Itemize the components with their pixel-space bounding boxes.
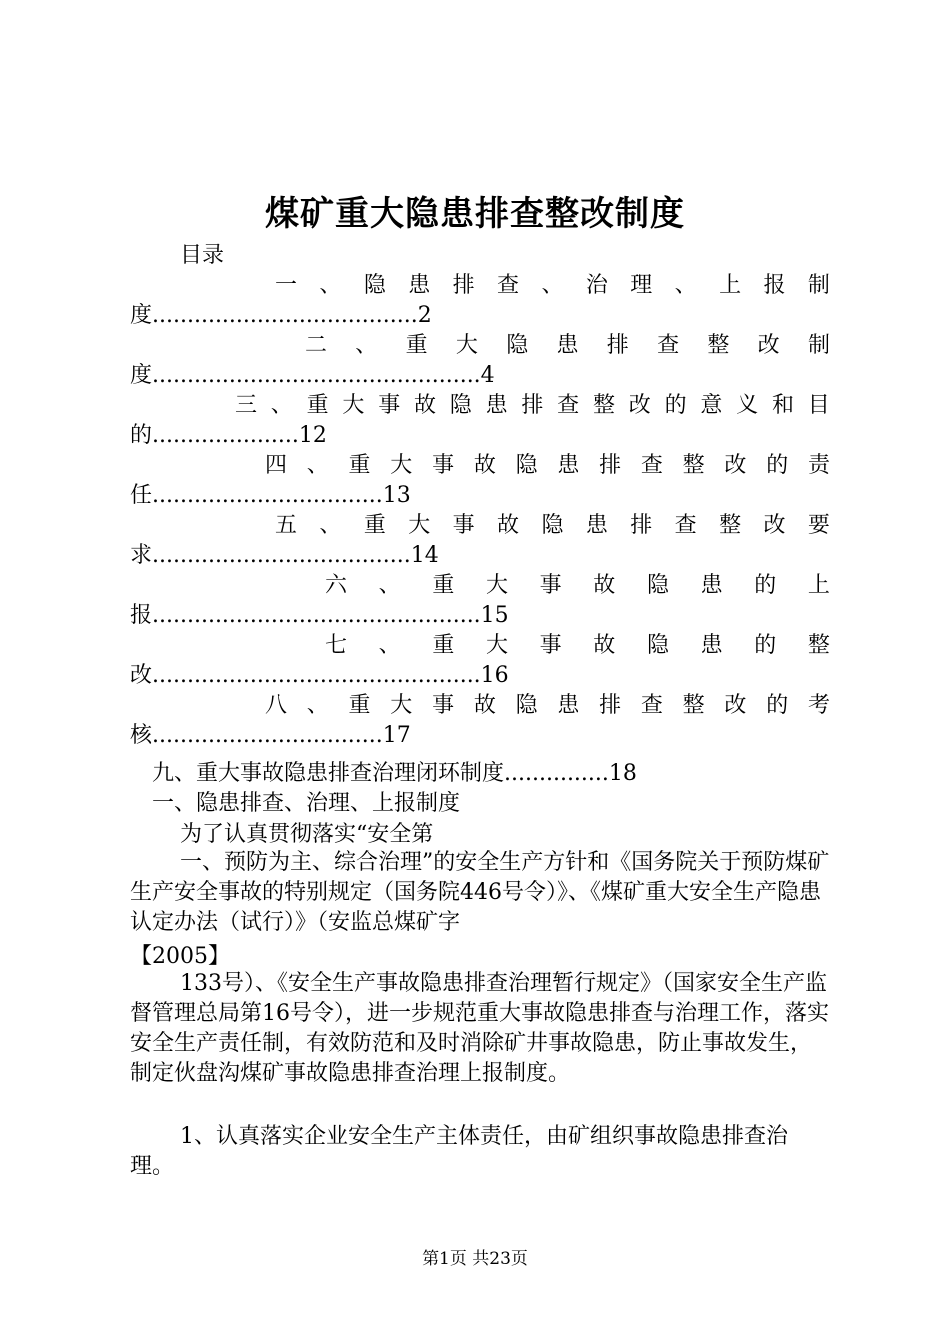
toc-char: 、 (319, 273, 342, 298)
toc-char: 重 (432, 573, 455, 598)
toc-char: 、 (319, 513, 342, 538)
toc-entry-8-page: 核.................................17 (130, 723, 411, 748)
toc-char: 制 (807, 333, 830, 358)
toc-char: 事 (452, 513, 475, 538)
toc-char: 查 (557, 393, 580, 418)
toc-char: 患 (700, 573, 723, 598)
toc-char: 隐 (646, 573, 669, 598)
toc-char: 查 (674, 513, 697, 538)
paragraph: 133号）、《安全生产事故隐患排查治理暂行规定》（国家安全生产监督管理总局第16号令），进一步规范重大事故隐患排查与治理工作，落实安全生产责任制，有效防范和及时消除矿井事故隐患，防止事故发生，制定伙盘沟煤矿事故隐患排查治理上报制度。 (130, 971, 829, 1086)
toc-char: 重 (348, 453, 371, 478)
toc-char: 上 (807, 573, 830, 598)
page-footer: 第1页 共23页 (422, 1249, 528, 1269)
toc-char: 隐 (515, 693, 538, 718)
toc-char: 、 (355, 333, 378, 358)
toc-entry-3-heading (235, 388, 830, 419)
toc-char: 重 (405, 333, 428, 358)
toc-char: 患 (556, 333, 579, 358)
toc-entry-7-page: 改...............................................16 (130, 663, 509, 688)
toc-char: 三 (235, 393, 258, 418)
toc-entry-1-page: 度......................................2 (130, 303, 432, 328)
toc-char: 的 (754, 633, 777, 658)
toc-char: 考 (807, 693, 830, 718)
toc-entry-5-page: 求.....................................14 (130, 543, 439, 568)
toc-char: 治 (585, 273, 608, 298)
toc-char: 患 (700, 633, 723, 658)
toc-char: 的 (766, 693, 789, 718)
toc-char: 排 (452, 273, 475, 298)
paragraph-end: 【2005】 (130, 944, 230, 969)
toc-char: 、 (306, 453, 329, 478)
toc-char: 查 (640, 453, 663, 478)
toc-char: 、 (378, 633, 401, 658)
toc-char: 事 (432, 693, 455, 718)
toc-char: 大 (455, 333, 478, 358)
toc-char: 大 (390, 693, 413, 718)
toc-char: 整 (682, 693, 705, 718)
toc-char: 患 (408, 273, 431, 298)
toc-char: 改 (628, 393, 651, 418)
toc-entry-4-page: 任.................................13 (130, 483, 411, 508)
toc-entry-5-heading (275, 508, 830, 539)
toc-char: 五 (275, 513, 298, 538)
document-title: 煤矿重大隐患排查整改制度 (265, 194, 685, 234)
toc-char: 制 (807, 273, 830, 298)
toc-entry-2-heading (305, 328, 830, 359)
toc-entry-7-heading (325, 628, 830, 659)
toc-char: 隐 (506, 333, 529, 358)
toc-char: 重 (348, 693, 371, 718)
toc-label: 目录 (180, 243, 225, 268)
toc-entry-8-heading (265, 688, 830, 719)
toc-char: 排 (599, 453, 622, 478)
toc-char: 四 (265, 453, 288, 478)
toc-char: 要 (807, 513, 830, 538)
toc-char: 查 (657, 333, 680, 358)
toc-char: 查 (640, 693, 663, 718)
toc-char: 事 (539, 633, 562, 658)
toc-char: 查 (497, 273, 520, 298)
toc-char: 隐 (515, 453, 538, 478)
toc-char: 整 (707, 333, 730, 358)
toc-char: 重 (363, 513, 386, 538)
toc-char: 责 (807, 453, 830, 478)
toc-char: 目 (807, 393, 830, 418)
toc-char: 排 (630, 513, 653, 538)
toc-char: 、 (270, 393, 293, 418)
toc-char: 六 (325, 573, 348, 598)
toc-entry-4-heading (265, 448, 830, 479)
toc-char: 故 (593, 573, 616, 598)
toc-char: 重 (306, 393, 329, 418)
toc-char: 报 (763, 273, 786, 298)
toc-char: 的 (664, 393, 687, 418)
toc-char: 意 (700, 393, 723, 418)
toc-char: 上 (719, 273, 742, 298)
toc-char: 、 (541, 273, 564, 298)
toc-char: 大 (408, 513, 431, 538)
toc-entry-1-heading (275, 268, 830, 299)
toc-char: 患 (557, 453, 580, 478)
toc-char: 改 (724, 453, 747, 478)
toc-char: 、 (674, 273, 697, 298)
toc-char: 大 (342, 393, 365, 418)
toc-char: 整 (719, 513, 742, 538)
toc-entry-6-page: 报...............................................15 (130, 603, 509, 628)
section-heading: 一、隐患排查、治理、上报制度 (152, 791, 461, 816)
toc-char: 事 (432, 453, 455, 478)
toc-char: 故 (473, 693, 496, 718)
toc-char: 七 (325, 633, 348, 658)
toc-char: 大 (485, 633, 508, 658)
toc-char: 患 (485, 393, 508, 418)
paragraph: 一、预防为主、综合治理”的安全生产方针和《国务院关于预防煤矿生产安全事故的特别规定（国务院446号令）》、《煤矿重大安全生产隐患认定办法（试行）》（安监总煤矿字 (130, 850, 830, 935)
toc-entry-2-page: 度...............................................4 (130, 363, 495, 388)
paragraph: 1、认真落实企业安全生产主体责任，由矿组织事故隐患排查治理。 (130, 1124, 788, 1179)
toc-char: 整 (807, 633, 830, 658)
toc-char: 二 (305, 333, 328, 358)
toc-char: 一 (275, 273, 298, 298)
toc-char: 、 (378, 573, 401, 598)
toc-char: 八 (265, 693, 288, 718)
toc-char: 重 (432, 633, 455, 658)
toc-char: 隐 (449, 393, 472, 418)
toc-char: 排 (521, 393, 544, 418)
toc-char: 的 (766, 453, 789, 478)
toc-char: 和 (771, 393, 794, 418)
toc-char: 事 (378, 393, 401, 418)
toc-char: 改 (757, 333, 780, 358)
toc-char: 隐 (363, 273, 386, 298)
toc-char: 故 (593, 633, 616, 658)
toc-entry-6-heading (325, 568, 830, 599)
toc-char: 故 (497, 513, 520, 538)
toc-char: 患 (557, 693, 580, 718)
toc-char: 隐 (646, 633, 669, 658)
toc-char: 义 (736, 393, 759, 418)
toc-char: 隐 (541, 513, 564, 538)
toc-char: 排 (599, 693, 622, 718)
toc-char: 事 (539, 573, 562, 598)
toc-char: 大 (485, 573, 508, 598)
toc-entry-3-page: 的.....................12 (130, 423, 327, 448)
toc-entry-9: 九、重大事故隐患排查治理闭环制度...............18 (152, 761, 637, 786)
toc-char: 改 (763, 513, 786, 538)
toc-char: 改 (724, 693, 747, 718)
toc-char: 大 (390, 453, 413, 478)
paragraph-line: 为了认真贯彻落实“安全第 (180, 822, 434, 847)
toc-char: 的 (754, 573, 777, 598)
toc-char: 整 (682, 453, 705, 478)
toc-char: 整 (592, 393, 615, 418)
toc-char: 故 (413, 393, 436, 418)
toc-char: 患 (585, 513, 608, 538)
toc-char: 故 (473, 453, 496, 478)
toc-char: 、 (306, 693, 329, 718)
toc-char: 排 (606, 333, 629, 358)
toc-char: 理 (630, 273, 653, 298)
